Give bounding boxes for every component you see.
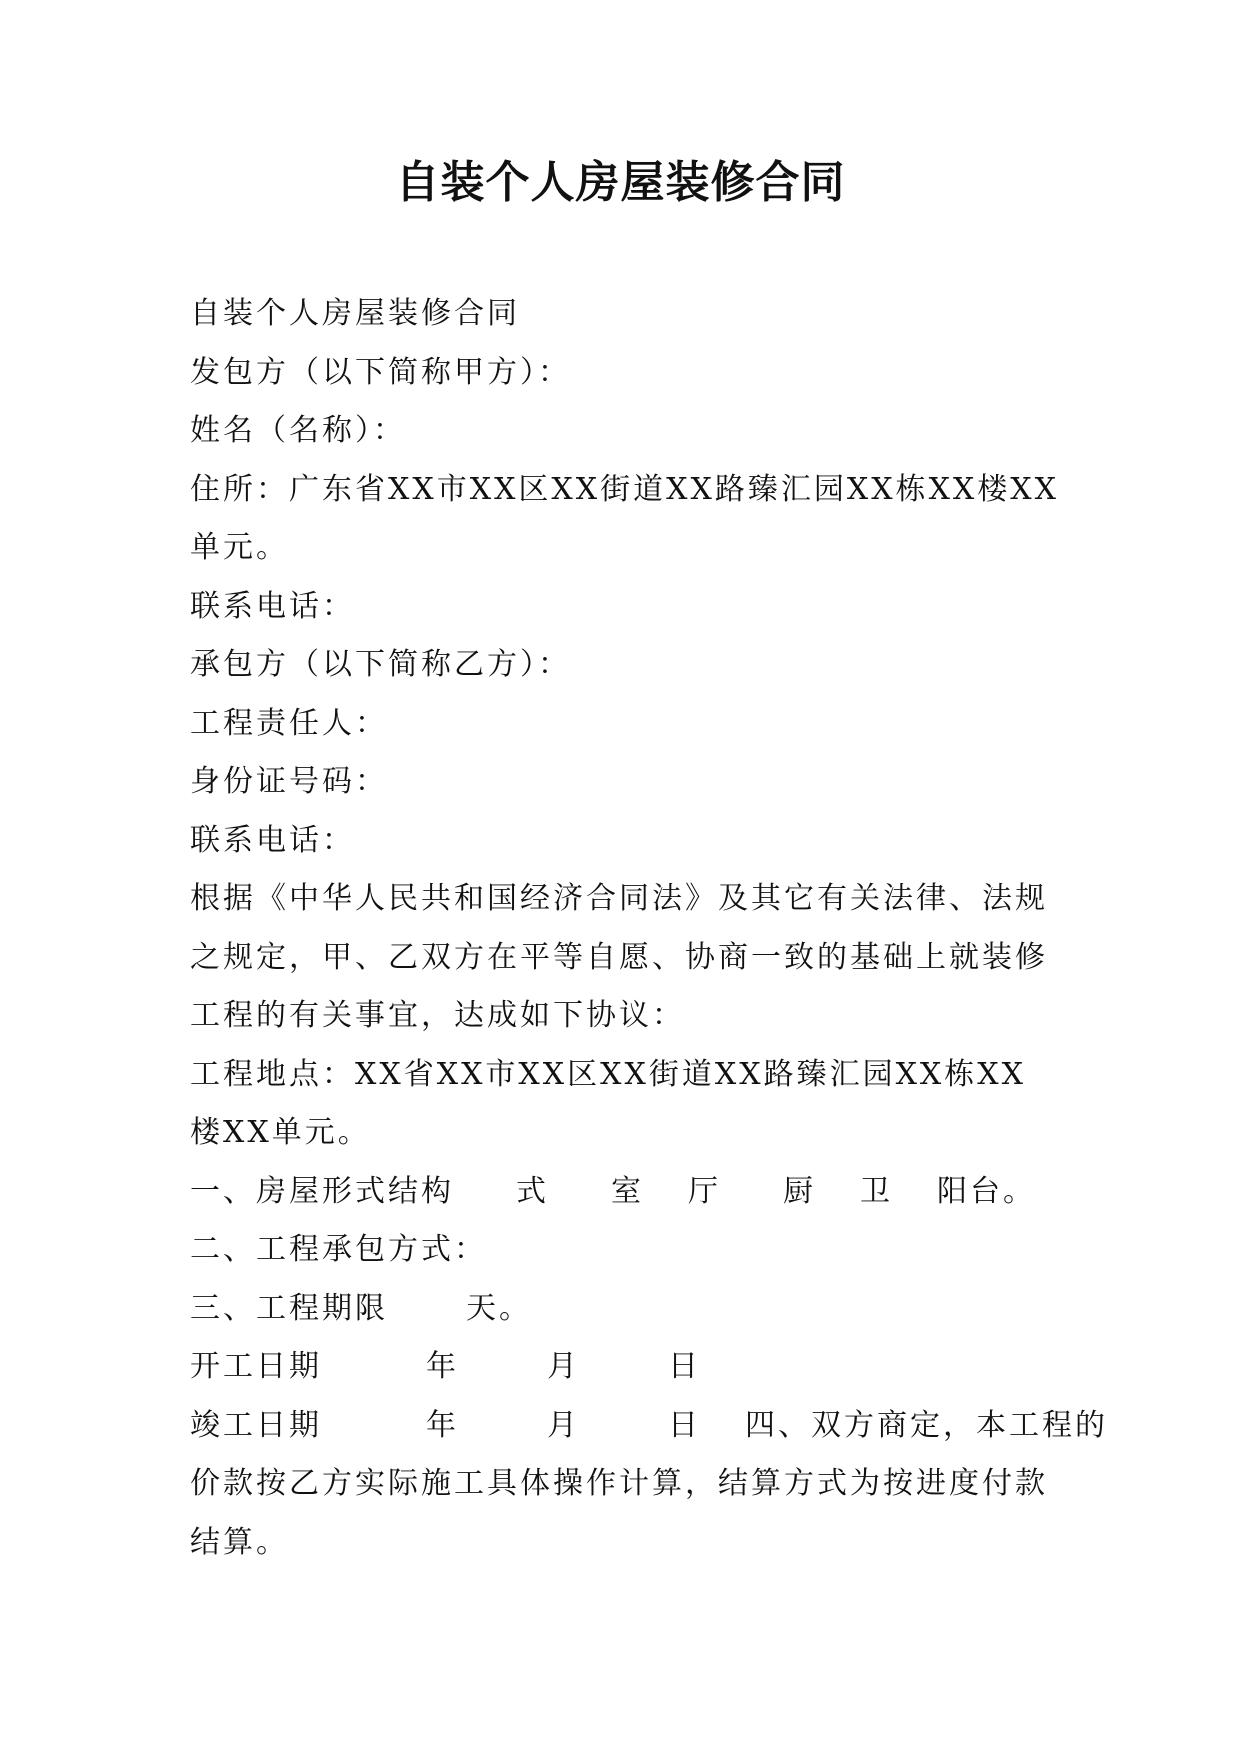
paragraph-line: 之规定，甲、乙双方在平等自愿、协商一致的基础上就装修 xyxy=(190,939,1048,975)
structure-shi: 式 xyxy=(516,1173,549,1209)
contract-type-line: 二、工程承包方式： xyxy=(190,1232,487,1267)
paragraph-line: 工程地点：XX省XX市XX区XX街道XX路臻汇园XX栋XX xyxy=(190,1056,1027,1092)
paragraph-line: 联系电话： xyxy=(190,588,355,624)
structure-room: 室 xyxy=(611,1173,644,1209)
year-unit: 年 xyxy=(426,1349,459,1384)
paragraph-line: 住所：广东省XX市XX区XX街道XX路臻汇园XX栋XX楼XX xyxy=(190,471,1060,507)
structure-line xyxy=(190,1163,1070,1222)
year-unit: 年 xyxy=(426,1407,459,1443)
structure-hall: 厅 xyxy=(688,1173,721,1209)
completion-date-label: 竣工日期 xyxy=(190,1407,322,1443)
paragraph-line: 姓名（名称）： xyxy=(190,413,406,448)
structure-label: 一、房屋形式结构 xyxy=(190,1173,454,1209)
paragraph-line: 楼XX单元。 xyxy=(190,1115,371,1150)
structure-kitchen: 厨 xyxy=(783,1173,816,1209)
paragraph-line: 结算。 xyxy=(190,1524,289,1560)
paragraph-line: 价款按乙方实际施工具体操作计算，结算方式为按进度付款 xyxy=(190,1466,1048,1501)
paragraph-line: 身份证号码： xyxy=(190,764,388,799)
month-unit: 月 xyxy=(547,1349,580,1384)
start-date-line xyxy=(190,1338,1070,1397)
term-label: 三、工程期限 xyxy=(190,1290,388,1326)
paragraph-line: 工程的有关事宜，达成如下协议： xyxy=(190,998,685,1033)
paragraph-line: 联系电话： xyxy=(190,822,355,858)
paragraph-line: 发包方（以下简称甲方）： xyxy=(190,354,571,390)
term-unit: 天。 xyxy=(466,1290,532,1326)
document-body xyxy=(190,285,1108,1572)
paragraph-line: 根据《中华人民共和国经济合同法》及其它有关法律、法规 xyxy=(190,881,1048,916)
clause-four-start: 四、双方商定，本工程的 xyxy=(745,1407,1108,1443)
day-unit: 日 xyxy=(668,1349,701,1384)
structure-bath: 卫 xyxy=(860,1173,893,1209)
term-line xyxy=(190,1280,1070,1339)
start-date-label: 开工日期 xyxy=(190,1349,322,1384)
completion-date-line xyxy=(190,1397,1108,1456)
paragraph-line: 自装个人房屋装修合同 xyxy=(190,296,520,331)
paragraph-line: 承包方（以下简称乙方）： xyxy=(190,647,571,682)
day-unit: 日 xyxy=(668,1407,701,1443)
structure-balcony: 阳台。 xyxy=(937,1173,1036,1209)
paragraph-line: 单元。 xyxy=(190,530,289,565)
month-unit: 月 xyxy=(547,1407,580,1443)
paragraph-line: 工程责任人： xyxy=(190,705,388,741)
document-title: 自装个人房屋装修合同 xyxy=(395,157,846,208)
